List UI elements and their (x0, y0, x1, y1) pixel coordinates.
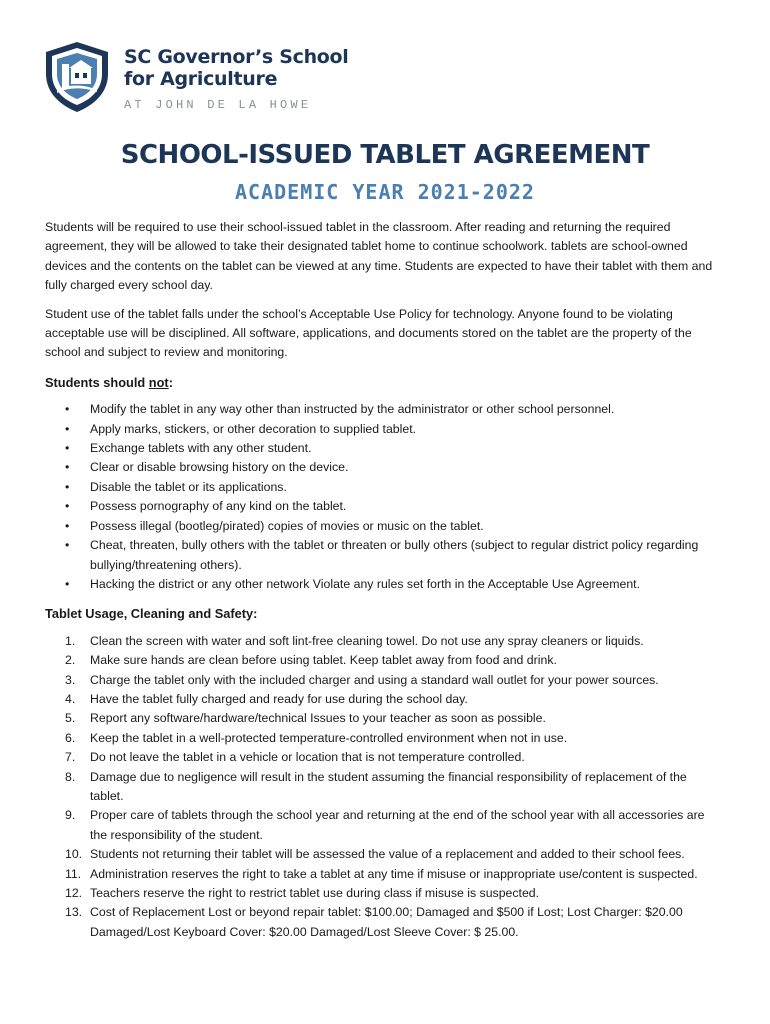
usage-heading: Tablet Usage, Cleaning and Safety: (45, 606, 258, 622)
list-item: • Exchange tablets with any other student. (45, 439, 721, 458)
list-item: 1. Clean the screen with water and soft lint-free cleaning towel. Do not use any spray cleaners or liquids. (65, 633, 644, 648)
bullet-icon: • (65, 421, 70, 436)
list-item: • Hacking the district or any other network Violate any rules set forth in the Acceptable Use Agreement. (45, 575, 721, 594)
org-line-2: for Agriculture (124, 68, 278, 90)
list-item: • Clear or disable browsing history on the device. (45, 458, 721, 477)
intro-paragraph-2: Student use of the tablet falls under the school’s Acceptable Use Policy for technology. Anyone found to be violating acceptable use will be disciplined. All software, applications, and documents stored on the tablet are the property of the school and subject to review and monitoring. (45, 306, 692, 360)
list-item: • Modify the tablet in any way other than instructed by the administrator or other school personnel. (45, 400, 721, 419)
organization-name (124, 46, 349, 112)
bullet-icon: • (65, 576, 70, 591)
list-item: 11. Administration reserves the right to take a tablet at any time if misuse or inappropriate use/content is suspected. (65, 866, 698, 881)
intro-paragraph-1: Students will be required to use their school-issued tablet in the classroom. After reading and returning the required agreement, they will be allowed to take their designated tablet home to continue schoolwork. tablets are school-owned devices and the contents on the tablet can be viewed at any time. Students are expected to have their tablet with them and fully charged every school day. (45, 220, 713, 293)
list-item: 13. Cost of Replacement Lost or beyond repair tablet: $100.00; Damaged and $500 if Lost; Lost Charger: $20.00 Damaged/Lost Keyboard Cover: $20.00 Damaged/Lost Sleeve Cover: $ 25.00. (65, 905, 683, 939)
shield-crest-icon (44, 40, 110, 114)
bullet-icon: • (65, 518, 70, 533)
bullet-icon: • (65, 538, 70, 553)
list-item: 7. Do not leave the tablet in a vehicle or location that is not temperature controlled. (65, 750, 525, 765)
list-item: • Apply marks, stickers, or other decoration to supplied tablet. (45, 420, 721, 439)
academic-year: ACADEMIC YEAR 2021-2022 (235, 180, 535, 204)
list-item: 12. Teachers reserve the right to restrict tablet use during class if misuse is suspected. (65, 886, 540, 900)
list-item: 9. Proper care of tablets through the school year and returning at the end of the school year with all accessories are the responsibility of the student. (65, 808, 705, 842)
bullet-icon: • (65, 402, 70, 417)
list-item: 8. Damage due to negligence will result in the student assuming the financial responsibility of replacement of the tablet. (65, 769, 687, 803)
list-item: 6. Keep the tablet in a well-protected temperature-controlled environment when not in use. (65, 730, 568, 745)
org-line-1: SC Governor’s School (124, 46, 349, 68)
should-not-list (45, 400, 721, 594)
org-subtitle: AT JOHN DE LA HOWE (124, 98, 312, 112)
list-item: 10. Students not returning their tablet will be assessed the value of a replacement and added to their school fees. (65, 847, 685, 862)
document-title: SCHOOL-ISSUED TABLET AGREEMENT (120, 140, 650, 170)
letterhead (44, 40, 744, 120)
usage-list (45, 632, 721, 943)
list-item: 2. Make sure hands are clean before using tablet. Keep tablet away from food and drink. (65, 653, 557, 668)
bullet-icon: • (65, 499, 70, 514)
bullet-icon: • (65, 460, 70, 475)
list-item: • Cheat, threaten, bully others with the tablet or threaten or bully others (subject to regular district policy regarding bullying/threatening others). (65, 538, 699, 572)
bullet-icon: • (65, 441, 70, 456)
bullet-icon: • (65, 479, 70, 494)
list-item: 5. Report any software/hardware/technical Issues to your teacher as soon as possible. (65, 711, 546, 726)
list-item: • Disable the tablet or its applications. (45, 478, 721, 497)
document-body (45, 218, 721, 942)
list-item: 4. Have the tablet fully charged and ready for use during the school day. (65, 691, 468, 706)
list-item: 3. Charge the tablet only with the included charger and using a standard wall outlet for your power sources. (65, 672, 659, 687)
list-item: • Possess pornography of any kind on the tablet. (45, 497, 721, 516)
should-not-heading: Students should not: (45, 374, 173, 390)
list-item: • Possess illegal (bootleg/pirated) copies of movies or music on the tablet. (45, 517, 721, 536)
